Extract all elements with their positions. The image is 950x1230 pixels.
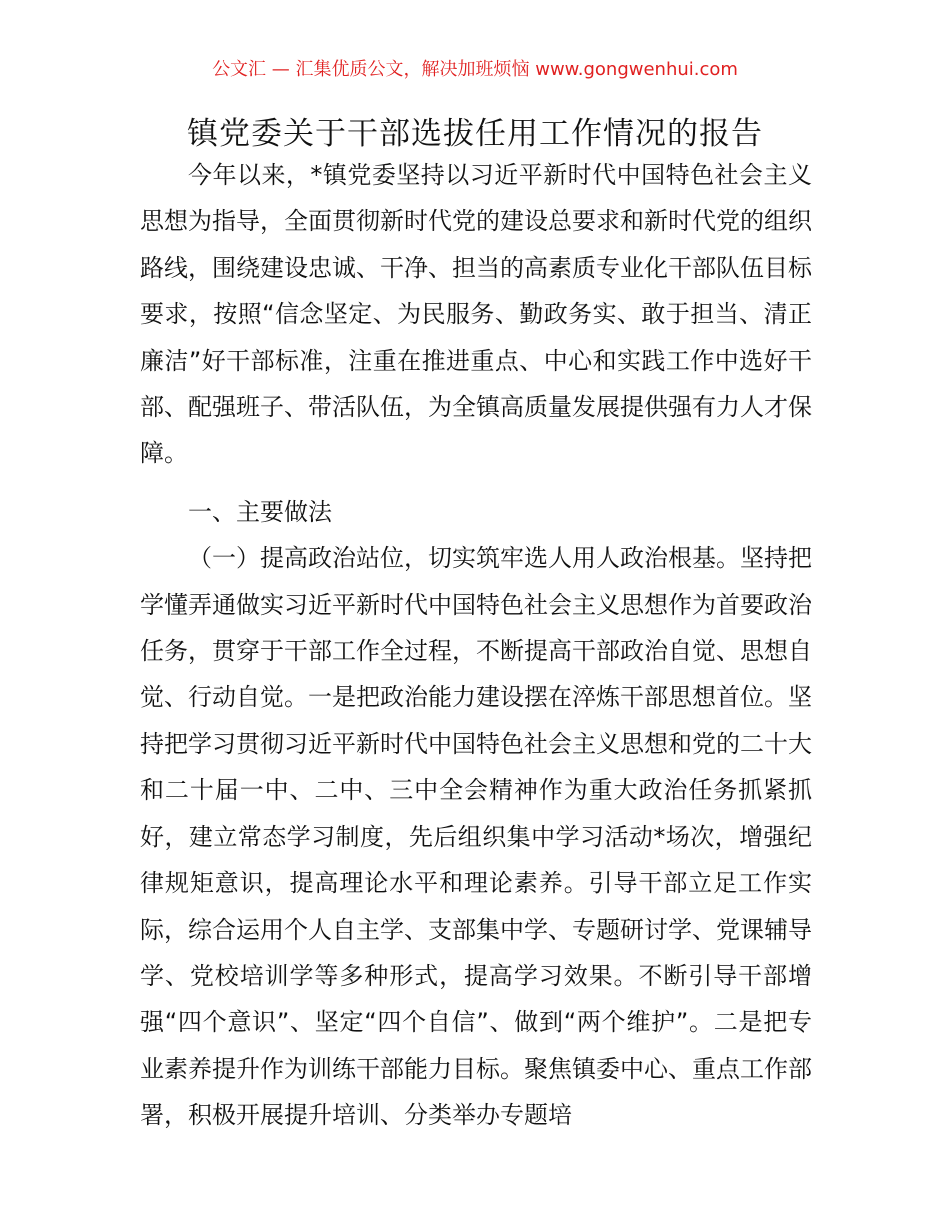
header-website-link[interactable]: www.gongwenhui.com	[535, 59, 738, 80]
site-header	[0, 58, 950, 82]
document-body	[140, 152, 812, 1139]
intro-paragraph: 今年以来，*镇党委坚持以习近平新时代中国特色社会主义思想为指导，全面贯彻新时代党的建设总要求和新时代党的组织路线，围绕建设忠诚、干净、担当的高素质专业化干部队伍目标要求，按照“信念坚定、为民服务、勤政务实、敢于担当、清正廉洁”好干部标准，注重在推进重点、中心和实践工作中选好干部、配强班子、带活队伍，为全镇高质量发展提供强有力人才保障。	[140, 161, 812, 468]
section-paragraph: （一）提高政治站位，切实筑牢选人用人政治根基。坚持把学懂弄通做实习近平新时代中国特色社会主义思想作为首要政治任务，贯穿于干部工作全过程，不断提高干部政治自觉、思想自觉、行动自觉。一是把政治能力建设摆在淬炼干部思想首位。坚持把学习贯彻习近平新时代中国特色社会主义思想和党的二十大和二十届一中、二中、三中全会精神作为重大政治任务抓紧抓好，建立常态学习制度，先后组织集中学习活动*场次，增强纪律规矩意识，提高理论水平和理论素养。引导干部立足工作实际，综合运用个人自主学、支部集中学、专题研讨学、党课辅导学、党校培训学等多种形式，提高学习效果。不断引导干部增强“四个意识”、坚定“四个自信”、做到“两个维护”。二是把专业素养提升作为训练干部能力目标。聚焦镇委中心、重点工作部署，积极开展提升培训、分类举办专题培	[140, 544, 812, 1130]
document-title: 镇党委关于干部选拔任用工作情况的报告	[187, 116, 763, 152]
header-slogan: 公文汇 — 汇集优质公文，解决加班烦恼	[212, 59, 536, 80]
section-heading: 一、主要做法	[188, 497, 332, 526]
